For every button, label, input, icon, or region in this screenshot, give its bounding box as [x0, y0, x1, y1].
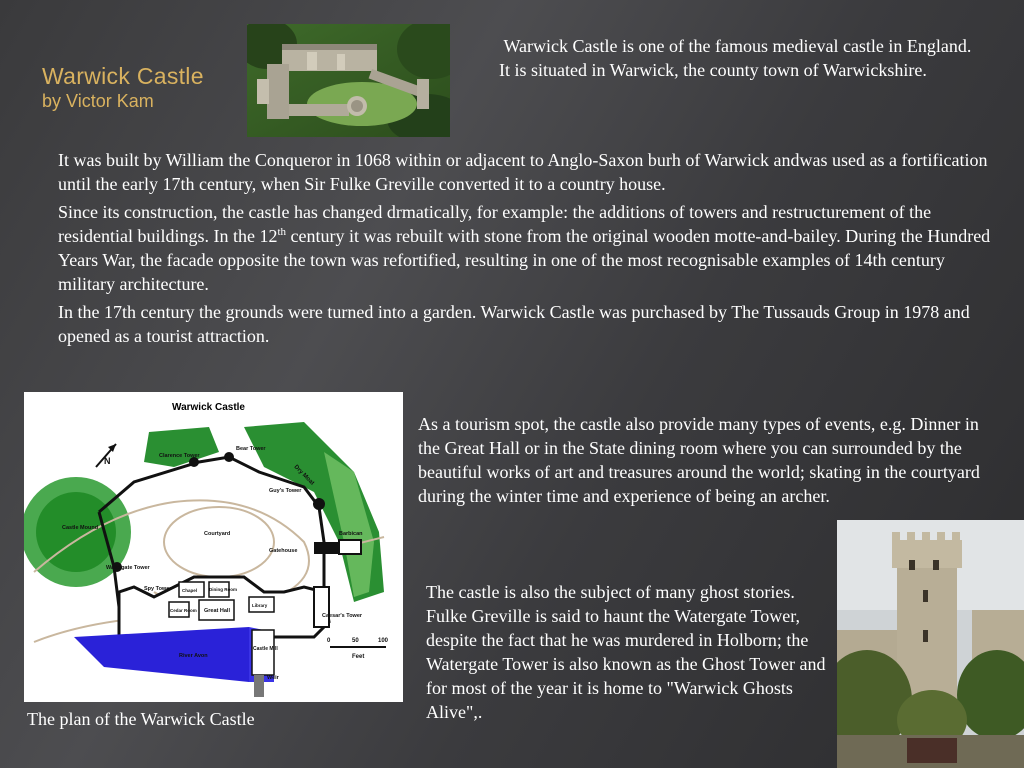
intro-line-1 — [499, 34, 999, 58]
label-caesars: Caesar's Tower — [322, 613, 363, 619]
slide-subtitle: by Victor Kam — [42, 91, 154, 111]
label-castle-mill: Castle Mill — [253, 646, 278, 652]
label-great-hall: Great Hall — [204, 608, 230, 614]
label-gatehouse: Gatehouse — [269, 548, 298, 554]
label-river: River Avon — [179, 653, 208, 659]
scale-0: 0 — [327, 638, 331, 644]
label-castle-mound: Castle Mound — [62, 525, 99, 531]
north-label: N — [104, 456, 111, 466]
scale-unit: Feet — [352, 654, 365, 660]
map-title: Warwick Castle — [172, 402, 245, 413]
history-text — [58, 148, 998, 352]
label-library: Library — [252, 603, 268, 608]
label-bear: Bear Tower — [236, 446, 266, 452]
label-dining: Dining Room — [209, 587, 237, 592]
label-guys: Guy's Tower — [269, 488, 302, 494]
title-block — [42, 62, 204, 112]
scale-100: 100 — [378, 638, 389, 644]
castle-plan-map — [24, 392, 403, 702]
label-weir: Weir — [267, 675, 279, 681]
label-courtyard: Courtyard — [204, 531, 231, 537]
river-avon — [74, 627, 249, 682]
events-text: As a tourism spot, the castle also provide many types of events, e.g. Dinner in the Great Hall or in the State dining room where you can surrounded by the beautiful works of art and treasures around the world; skating in the courtyard during the winter time and experience of being an archer. — [418, 414, 980, 506]
history-paragraph-2-end: century it was rebuilt with stone from the original wooden motte-and-bailey. During the Hundred Years War, the facade opposite the town was refortified, resulting in one of the most recognisable examples of 14th century military architecture. — [58, 226, 991, 294]
history-paragraph-3: In the 17th century the grounds were turned into a garden. Warwick Castle was purchased by The Tussauds Group in 1978 and opened as a tourist attraction. — [58, 302, 970, 346]
label-spy: Spy Tower — [144, 586, 172, 592]
intro-line-1-text: Warwick Castle is one of the famous medieval castle in England. — [503, 36, 972, 56]
label-cedar: Cedar Room — [170, 608, 197, 613]
history-paragraph-1: It was built by William the Conqueror in 1068 within or adjacent to Anglo-Saxon burh of Warwick andwas used as a fortification until the early 17th century, when Sir Fulke Greville converted it to a country house. — [58, 150, 988, 194]
ghost-text: The castle is also the subject of many ghost stories. Fulke Greville is said to haunt the Watergate Tower, despite the fact that he was murdered in Holborn; the Watergate Tower is also known as the Ghost Tower and for most of the year it is home to "Warwick Ghosts Alive",. — [426, 582, 826, 722]
label-barbican: Barbican — [339, 531, 363, 537]
history-paragraph-2-start: Since its construction, the castle has changed drmatically, for example: the additions of towers and restructurement of the residential buildings. In the 12 — [58, 202, 932, 246]
label-chapel: Chapel — [182, 588, 198, 593]
label-watergate: Watergate Tower — [106, 565, 150, 571]
label-clarence: Clarence Tower — [159, 453, 200, 459]
label-dry-moat: Dry Moat — [292, 464, 315, 487]
intro-text — [499, 34, 999, 82]
scale-50: 50 — [352, 638, 359, 644]
aerial-castle-photo — [247, 24, 450, 137]
map-caption: The plan of the Warwick Castle — [27, 709, 255, 729]
intro-line-2: It is situated in Warwick, the county town of Warwickshire. — [499, 60, 927, 80]
slide-title: Warwick Castle — [42, 63, 204, 89]
tower-photo — [837, 520, 1024, 768]
superscript-th: th — [277, 226, 287, 238]
history-paragraph-2 — [58, 200, 998, 296]
